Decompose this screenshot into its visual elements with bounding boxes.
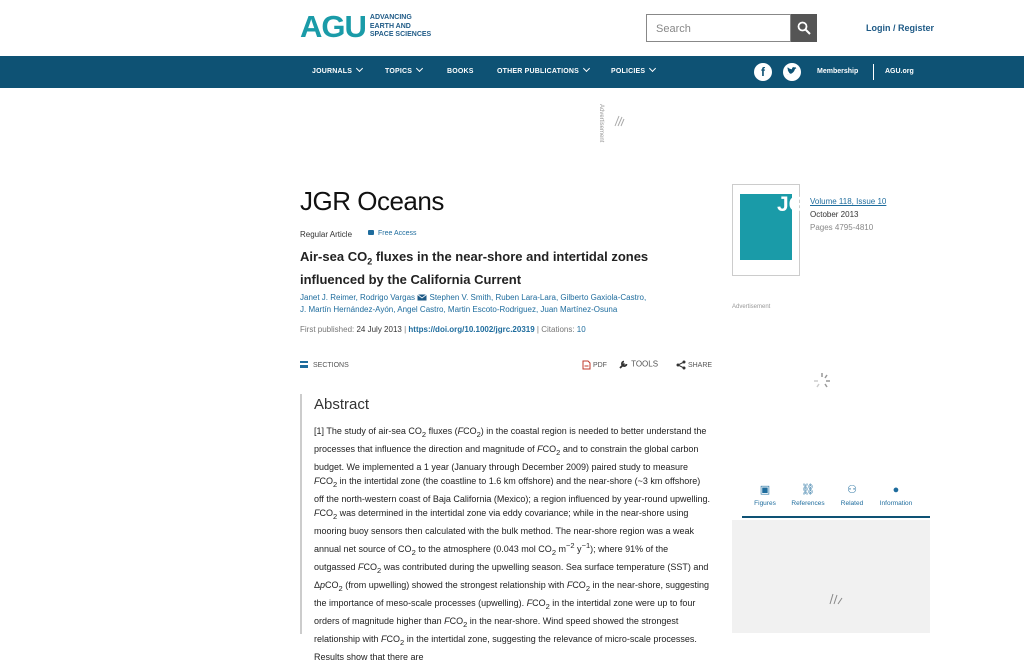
nav-policies[interactable]: POLICIES bbox=[611, 68, 655, 75]
search-button[interactable] bbox=[791, 14, 817, 42]
abstract-heading: Abstract bbox=[314, 396, 370, 413]
publication-meta: First published: 24 July 2013 | https://doi.org/10.1002/jgrc.20319 | Citations: 10 bbox=[300, 325, 586, 334]
tab-figures[interactable]: ▣ Figures bbox=[742, 482, 788, 507]
pdf-icon bbox=[582, 360, 591, 370]
facebook-icon[interactable]: f bbox=[754, 63, 772, 81]
issue-link[interactable]: Volume 118, Issue 10 bbox=[810, 197, 887, 206]
tab-information[interactable]: ● Information bbox=[873, 482, 919, 507]
citations-link[interactable]: 10 bbox=[576, 325, 586, 334]
related-panel bbox=[732, 520, 930, 633]
nav-journals[interactable]: JOURNALS bbox=[312, 68, 362, 75]
list-icon bbox=[300, 361, 308, 368]
doi-link[interactable]: https://doi.org/10.1002/jgrc.20319 bbox=[408, 325, 535, 334]
image-icon: ▣ bbox=[759, 484, 771, 496]
related-icon: ⚇ bbox=[847, 484, 857, 496]
article-type: Regular Article bbox=[300, 230, 353, 239]
search-icon bbox=[797, 21, 811, 35]
free-access-badge: Free Access bbox=[368, 230, 417, 237]
link-icon: ⛓ bbox=[801, 484, 815, 496]
tools-button[interactable]: TOOLS bbox=[618, 359, 658, 370]
info-icon: ● bbox=[892, 484, 900, 496]
agu-org-link[interactable]: AGU.org bbox=[885, 68, 914, 75]
loading-spinner-icon bbox=[613, 114, 625, 128]
logo-tagline: ADVANCING EARTH AND SPACE SCIENCES bbox=[369, 14, 432, 39]
share-button[interactable]: SHARE bbox=[676, 360, 712, 370]
article-title: Air-sea $CO_2$ fluxes in the near-shore and intertidal zones influenced by the California Current bbox=[300, 249, 649, 287]
search-input[interactable]: Search bbox=[646, 14, 791, 42]
abstract-text: [1] The study of air-sea $CO_2$ fluxes $(FCO_2)$ in the coastal region is needed to better understand the processes that influence the direction and magnitude of $FCO_2$ and to constrain the global carbon budget. We implemented a 1 year (January through December 2009) paired study to measure $FCO_2$ in the intertidal zone (the coastline to 1.6 km offshore) and the near-shore (~3 km offshore) off the north-western coast of Baja California (Mexico); a region influenced by year-round upwelling. $FCO_2$ was determined in the intertidal zone via eddy covariance; while in the near-shore using mooring buoy sensors then calculated with the bulk method. The near-shore region was a weak annual net source of $CO_2$ to the atmosphere (0.043 mol $CO_2$ $m^{-2}$ $y^{-1}$); where 91% of the outgassed $FCO_2$ was contributed during the upwelling season. Sea surface temperature (SST) and ΔpCO$_2$ (from upwelling) showed the strongest relationship with $FCO_2$ in the near-shore, suggesting the importance of meso-scale processes (upwelling). $FCO_2$ in the intertidal zone were up to four orders of magnitude higher than $FCO_2$ in the near-shore. Wind speed showed the strongest relationship with $FCO_2$ in the intertidal zone, suggesting the relevance of micro-scale processes. Results show that there are bbox=[314, 426, 711, 662]
tab-related[interactable]: ⚇ Related bbox=[829, 482, 875, 507]
share-icon bbox=[676, 360, 686, 370]
loading-spinner-icon bbox=[828, 592, 844, 606]
sections-button[interactable]: SECTIONS bbox=[300, 360, 349, 369]
logo-mark: AGU bbox=[300, 9, 366, 44]
cover-image: JGR bbox=[740, 194, 792, 260]
login-register-link[interactable]: Login / Register bbox=[866, 23, 935, 33]
journal-cover[interactable] bbox=[732, 184, 821, 276]
ad-label-vertical: Advertisement bbox=[598, 104, 604, 143]
nav-divider bbox=[873, 64, 874, 80]
wrench-icon bbox=[618, 359, 629, 370]
nav-books[interactable]: BOOKS bbox=[447, 68, 474, 75]
twitter-icon[interactable] bbox=[783, 63, 801, 81]
nav-topics[interactable]: TOPICS bbox=[385, 68, 422, 75]
author-list[interactable]: Janet J. Reimer, Rodrigo Vargas Stephen V. Smith, Ruben Lara-Lara, Gilberto Gaxiola-Castro, J. Martín Hernández-Ayón, Angel Castro, Martin Escoto-Rodriguez, Juan Martínez-Osuna bbox=[300, 293, 647, 314]
membership-link[interactable]: Membership bbox=[817, 68, 859, 75]
pdf-button[interactable]: PDF bbox=[582, 360, 607, 370]
nav-other-publications[interactable]: OTHER PUBLICATIONS bbox=[497, 68, 589, 75]
loading-spinner-icon bbox=[812, 372, 832, 390]
top-header bbox=[0, 0, 1024, 56]
unlock-icon bbox=[368, 230, 374, 235]
journal-title[interactable]: JGR Oceans bbox=[300, 186, 444, 216]
tab-references[interactable]: ⛓ References bbox=[785, 482, 831, 507]
article-tools bbox=[300, 358, 714, 372]
email-icon[interactable] bbox=[417, 294, 427, 301]
agu-logo[interactable] bbox=[300, 9, 432, 44]
sidebar-tabs bbox=[742, 482, 930, 518]
ad-label-sidebar: Advertisement bbox=[732, 304, 771, 310]
issue-info: Volume 118, Issue 10 October 2013 Pages 4795-4810 bbox=[810, 197, 887, 232]
